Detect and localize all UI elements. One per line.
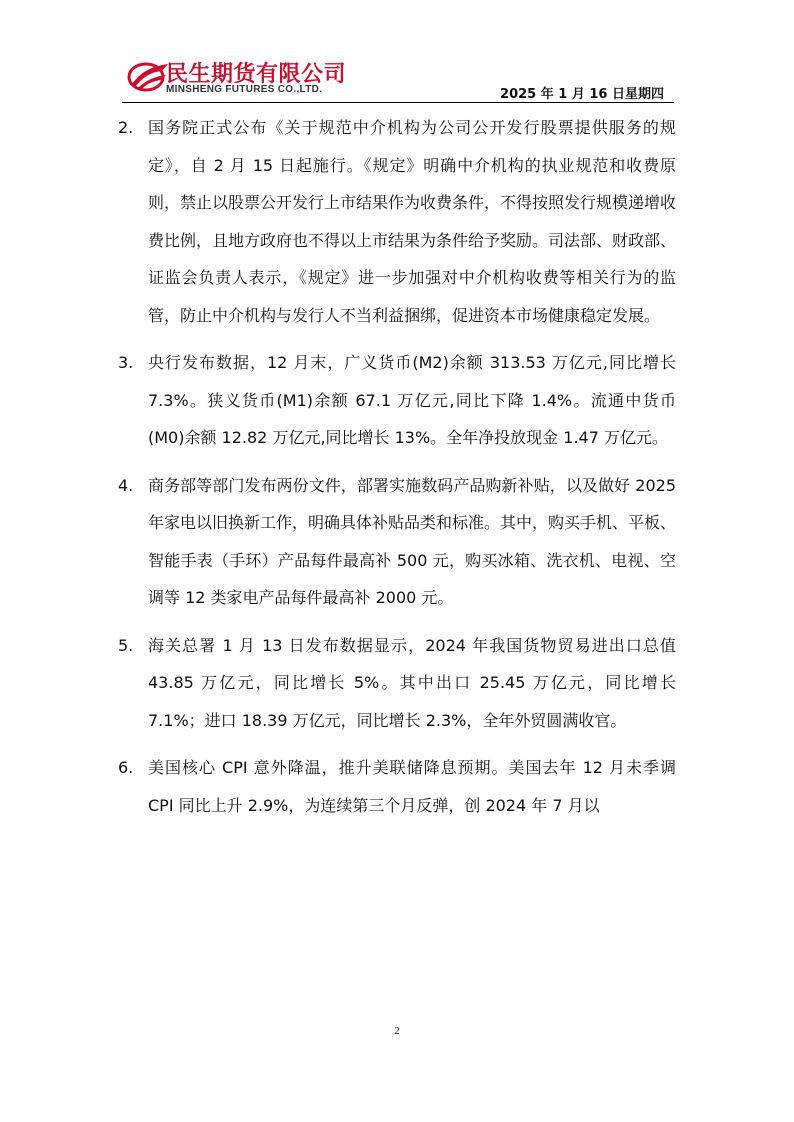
item-number: 4.: [118, 475, 134, 495]
item-text: 商务部等部门发布两份文件，部署实施数码产品购新补贴，以及做好 2025 年家电以旧换新工作，明确具体补贴品类和标准。其中，购买手机、平板、智能手表（手环）产品每件最高补 500 元，购买冰箱、洗衣机、电视、空调等 12 类家电产品每件最高补 2000 元。: [148, 475, 677, 607]
item-text: 海关总署 1 月 13 日发布数据显示，2024 年我国货物贸易进出口总值 43.85 万亿元，同比增长 5%。其中出口 25.45 万亿元，同比增长 7.1%；进口 18.39 万亿元，同比增长 2.3%，全年外贸圆满收官。: [148, 635, 676, 730]
list-item: [116, 344, 676, 457]
company-name-cn: 民生期货有限公司: [166, 62, 347, 87]
item-text: 央行发布数据，12 月末，广义货币(M2)余额 313.53 万亿元,同比增长 7.3%。狭义货币(M1)余额 67.1 万亿元,同比下降 1.4%。流通中货币(M0)余额 12.82 万亿元,同比增长 13%。全年净投放现金 1.47 万亿元。: [148, 353, 676, 447]
item-number: 2.: [118, 118, 134, 137]
item-number: 3.: [118, 353, 134, 372]
page-number: 2: [394, 1025, 400, 1037]
page-header: [122, 55, 674, 103]
list-item: [116, 627, 676, 740]
minsheng-logo-icon: [126, 58, 170, 94]
list-item: [116, 467, 676, 617]
item-text: 美国核心 CPI 意外降温，推升美联储降息预期。美国去年 12 月未季调 CPI 同比上升 2.9%，为连续第三个月反弹，创 2024 年 7 月以: [148, 758, 676, 815]
report-date: 2025 年 1 月 16 日星期四: [500, 87, 664, 102]
list-item: [116, 749, 676, 824]
news-list: [116, 109, 676, 834]
company-name-en: MINSHENG FUTURES CO.,LTD.: [166, 84, 323, 95]
list-item: [116, 109, 676, 334]
item-text: 国务院正式公布《关于规范中介机构为公司公开发行股票提供服务的规定》，自 2 月 15 日起施行。《规定》明确中介机构的执业规范和收费原则，禁止以股票公开发行上市结果作为收费条件，不得按照发行规模递增收费比例，且地方政府也不得以上市结果为条件给予奖励。司法部、财政部、证监会负责人表示，《规定》进一步加强对中介机构收费等相关行为的监管，防止中介机构与发行人不当利益捆绑，促进资本市场健康稳定发展。: [148, 118, 677, 325]
item-number: 5.: [118, 635, 134, 655]
item-number: 6.: [118, 758, 134, 777]
header-divider: [122, 102, 674, 103]
